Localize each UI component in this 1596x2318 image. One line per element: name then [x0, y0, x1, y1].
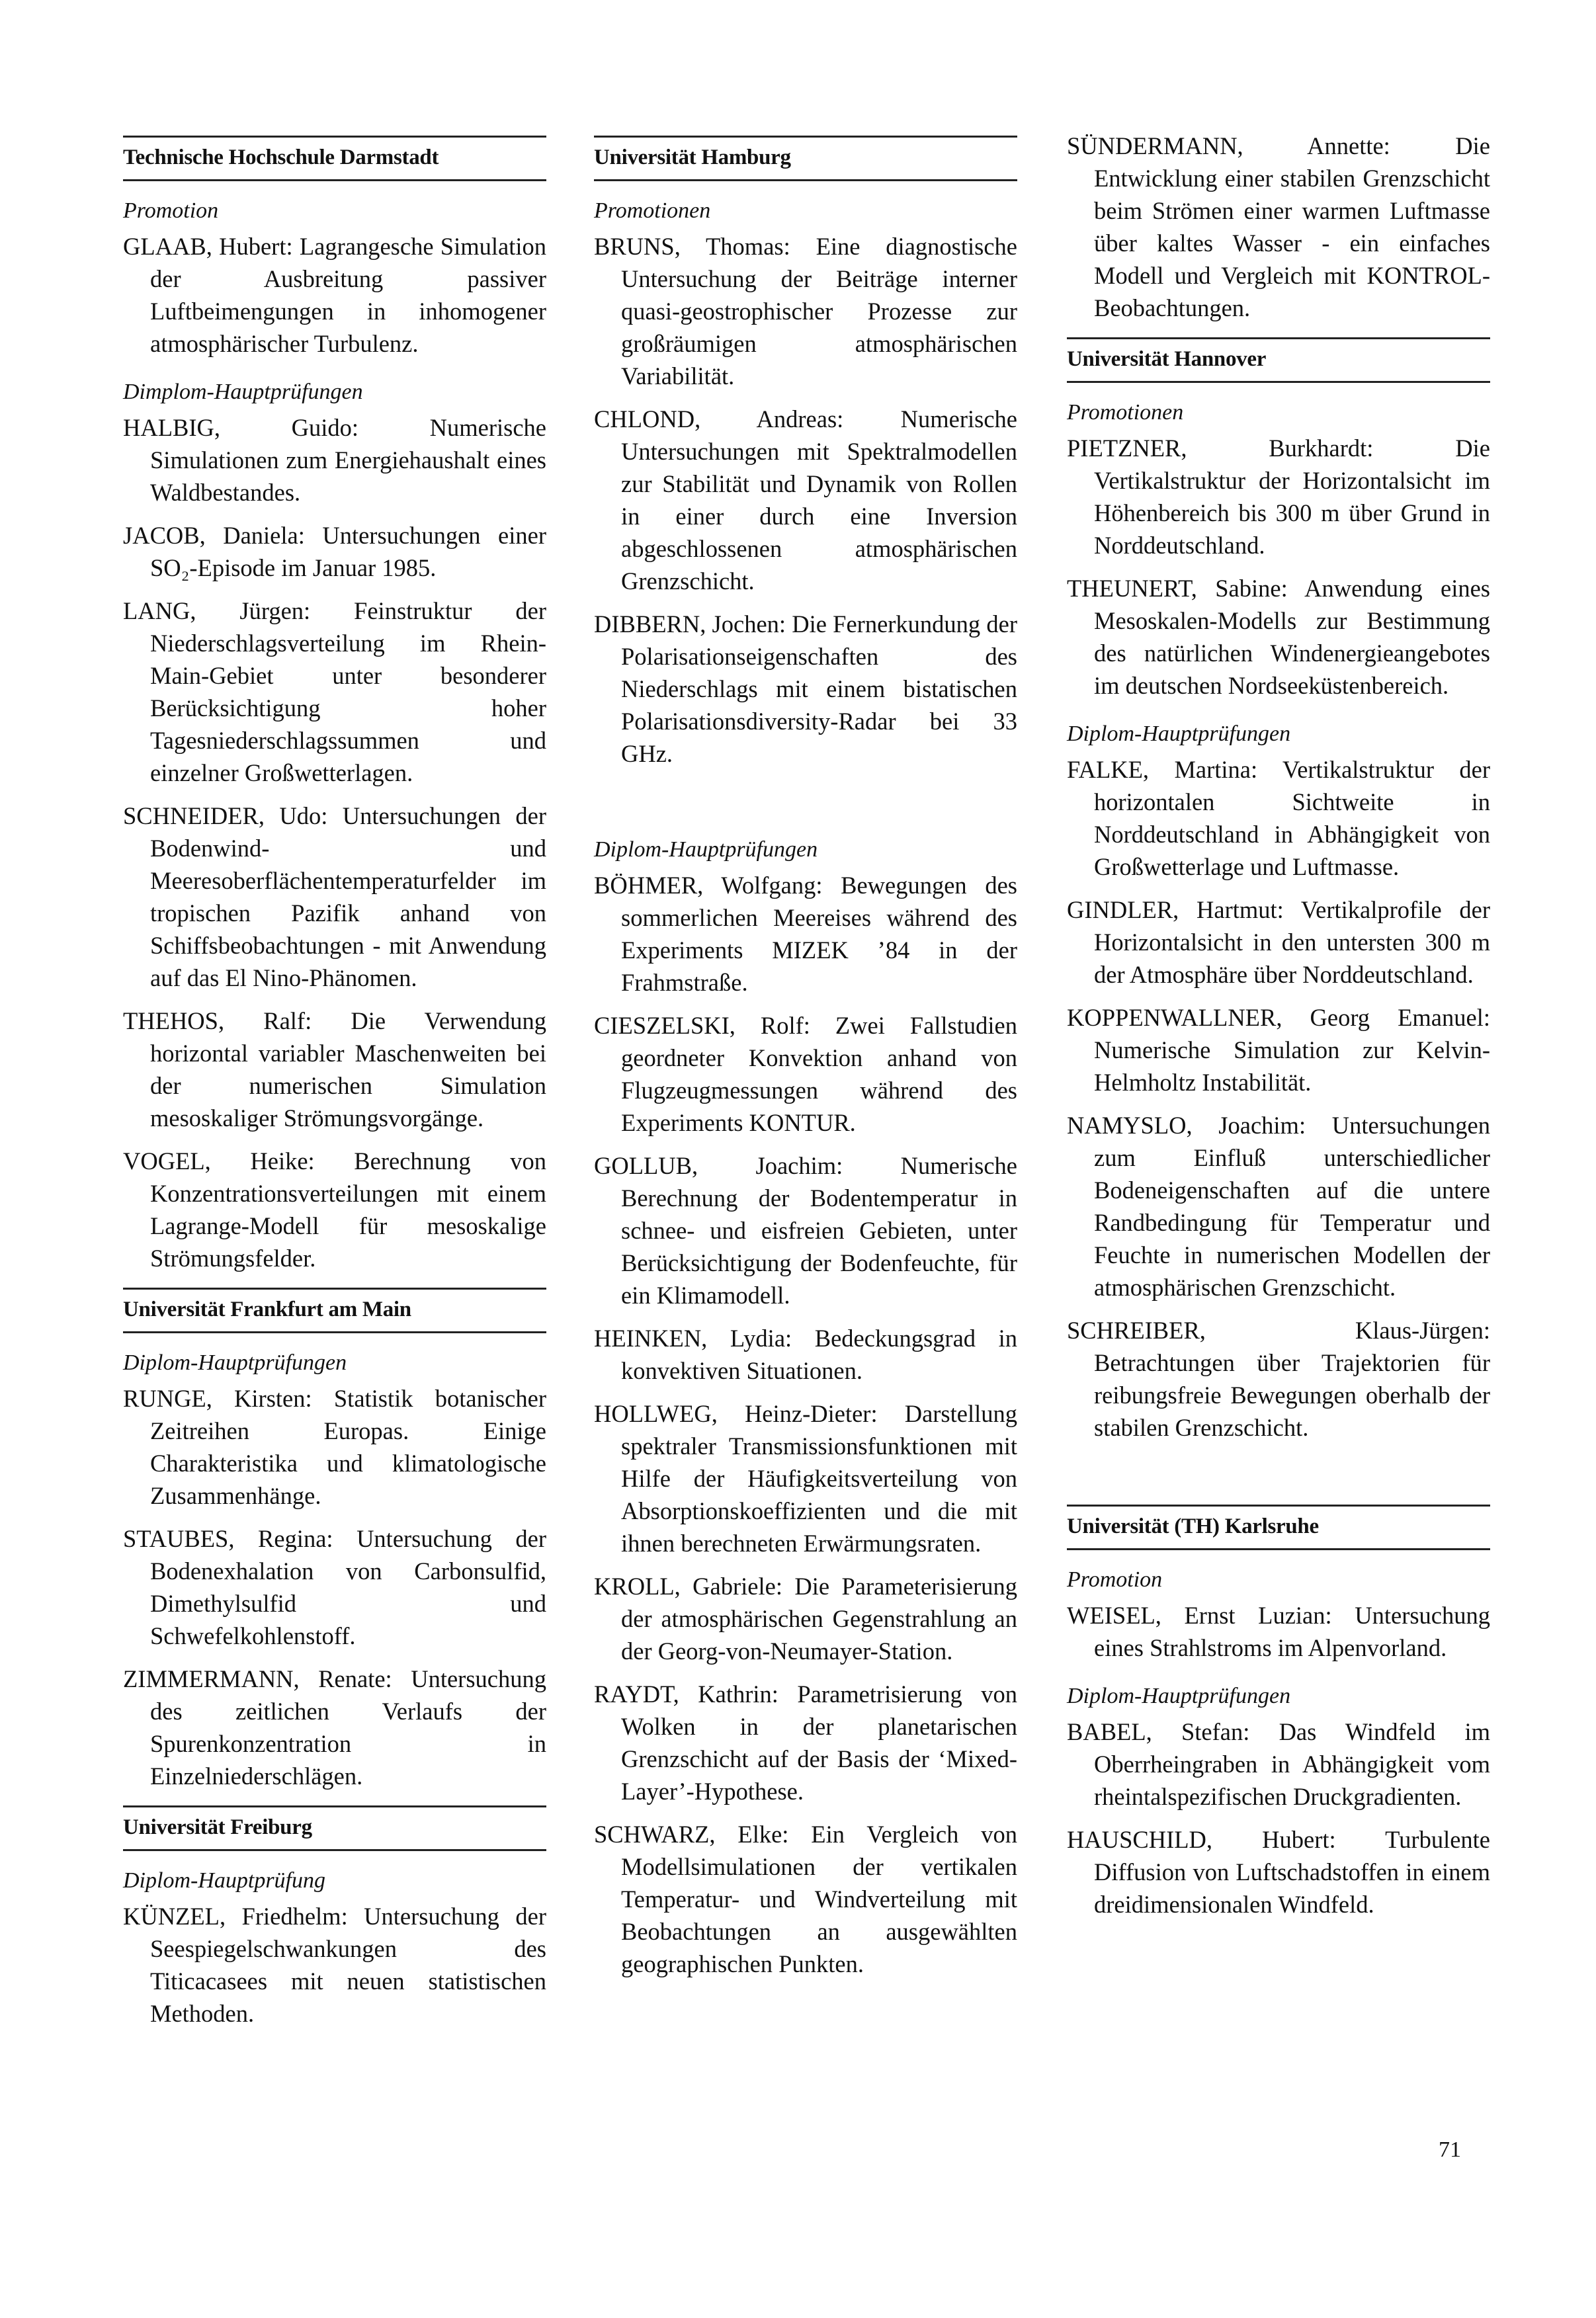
thesis-entry: NAMYSLO, Joachim: Untersuchungen zum Einfluß unterschiedlicher Bodeneigenschaften auf die untere Randbedingung für Temperatur und Feuchte in numerischen Modellen der atmosphärischen Grenzschicht.	[1067, 1112, 1490, 1301]
group-heading: Promotion	[123, 198, 219, 223]
column-left	[123, 136, 546, 2040]
institution-heading: Universität Freiburg	[123, 1805, 546, 1851]
thesis-entry: THEHOS, Ralf: Die Verwendung horizontal variabler Maschenweiten bei der numerischen Simulation mesoskaliger Strömungsvorgänge.	[123, 1007, 546, 1132]
thesis-entry: BABEL, Stefan: Das Windfeld im Oberrheingraben in Abhängigkeit vom rheintalspezifischen Druckgradienten.	[1067, 1718, 1490, 1810]
group-heading: Promotionen	[594, 198, 711, 223]
thesis-entry: RAYDT, Kathrin: Parametrisierung von Wolken in der planetarischen Grenzschicht auf der Basis der ‘Mixed-Layer’-Hypothese.	[594, 1680, 1017, 1805]
spacer	[1067, 1454, 1490, 1491]
thesis-entry: JACOB, Daniela: Untersuchungen einer SO₂-Episode im Januar 1985.	[123, 522, 546, 581]
thesis-entry: GLAAB, Hubert: Lagrangesche Simulation der Ausbreitung passiver Luftbeimengungen in inhomogener atmosphärischer Turbulenz.	[123, 233, 546, 357]
thesis-entry: WEISEL, Ernst Luzian: Untersuchung eines Strahlstroms im Alpenvorland.	[1067, 1602, 1490, 1661]
thesis-entry: KÜNZEL, Friedhelm: Untersuchung der Seespiegelschwankungen des Titicacasees mit neuen statistischen Methoden.	[123, 1903, 546, 2027]
section-freiburg	[123, 1805, 546, 2030]
institution-heading: Universität Hannover	[1067, 337, 1490, 383]
thesis-entry: BÖHMER, Wolfgang: Bewegungen des sommerlichen Meereises während des Experiments MIZEK ’84 in der Frahmstraße.	[594, 872, 1017, 996]
group-heading: Promotionen	[1067, 400, 1184, 425]
thesis-entry: KROLL, Gabriele: Die Parameterisierung der atmosphärischen Gegenstrahlung an der Georg-von-Neumayer-Station.	[594, 1573, 1017, 1665]
thesis-entry: FALKE, Martina: Vertikalstruktur der horizontalen Sichtweite in Norddeutschland in Abhängigkeit von Großwetterlage und Luftmasse.	[1067, 756, 1490, 880]
thesis-entry: HOLLWEG, Heinz-Dieter: Darstellung spektraler Transmissionsfunktionen mit Hilfe der Häufigkeitsverteilung von Absorptionskoeffizienten und die mit ihnen berechneten Erwärmungsraten.	[594, 1400, 1017, 1557]
thesis-entry: BRUNS, Thomas: Eine diagnostische Untersuchung der Beiträge interner quasi-geostrophischer Prozesse zur großräumigen atmosphärischen Variabilität.	[594, 233, 1017, 390]
thesis-entry: HEINKEN, Lydia: Bedeckungsgrad in konvektiven Situationen.	[594, 1325, 1017, 1384]
group-heading: Diplom-Hauptprüfung	[123, 1868, 325, 1893]
institution-heading: Universität Hamburg	[594, 136, 1017, 181]
thesis-entry: SCHWARZ, Elke: Ein Vergleich von Modellsimulationen der vertikalen Temperatur- und Windverteilung mit Beobachtungen an ausgewählten geographischen Punkten.	[594, 1821, 1017, 1977]
group-heading: Dimplom-Hauptprüfungen	[123, 380, 363, 404]
thesis-entry: GINDLER, Hartmut: Vertikalprofile der Horizontalsicht in den untersten 300 m der Atmosphäre über Norddeutschland.	[1067, 896, 1490, 988]
group-heading: Diplom-Hauptprüfungen	[1067, 1684, 1291, 1708]
section-hannover	[1067, 337, 1490, 1444]
page-number: 71	[1439, 2137, 1461, 2162]
group-heading: Promotion	[1067, 1567, 1163, 1592]
thesis-entry: DIBBERN, Jochen: Die Fernerkundung der Polarisationseigenschaften des Niederschlags mit einem bistatischen Polarisationsdiversity-Radar bei 33 GHz.	[594, 610, 1017, 767]
thesis-entry: CHLOND, Andreas: Numerische Untersuchungen mit Spektralmodellen zur Stabilität und Dynamik von Rollen in einer durch eine Inversion abgeschlossenen atmosphärischen Grenzschicht.	[594, 405, 1017, 595]
thesis-entry: KOPPENWALLNER, Georg Emanuel: Numerische Simulation zur Kelvin-Helmholtz Instabilität.	[1067, 1004, 1490, 1096]
section-frankfurt	[123, 1288, 546, 1792]
group-heading: Diplom-Hauptprüfungen	[123, 1350, 347, 1375]
institution-heading: Universität Frankfurt am Main	[123, 1288, 546, 1333]
thesis-entry: VOGEL, Heike: Berechnung von Konzentrationsverteilungen mit einem Lagrange-Modell für mesoskalige Strömungsfelder.	[123, 1147, 546, 1272]
spacer	[594, 780, 1017, 817]
institution-heading: Universität (TH) Karlsruhe	[1067, 1505, 1490, 1550]
thesis-entry: GOLLUB, Joachim: Numerische Berechnung der Bodentemperatur in schnee- und eisfreien Gebieten, unter Berücksichtigung der Bodenfeuchte, für ein Klimamodell.	[594, 1152, 1017, 1309]
group-heading: Diplom-Hauptprüfungen	[1067, 722, 1291, 746]
thesis-entry: SÜNDERMANN, Annette: Die Entwicklung einer stabilen Grenzschicht beim Strömen einer warmen Luftmasse über kaltes Wasser - ein einfaches Modell und Vergleich mit KONTROL-Beobachtungen.	[1067, 132, 1490, 321]
thesis-entry: STAUBES, Regina: Untersuchung der Bodenexhalation von Carbonsulfid, Dimethylsulfid und Schwefelkohlenstoff.	[123, 1525, 546, 1649]
section-karlsruhe	[1067, 1505, 1490, 1921]
thesis-entry: SCHREIBER, Klaus-Jürgen: Betrachtungen über Trajektorien für reibungsfreie Bewegungen oberhalb der stabilen Grenzschicht.	[1067, 1317, 1490, 1441]
thesis-entry: PIETZNER, Burkhardt: Die Vertikalstruktur der Horizontalsicht im Höhenbereich bis 300 m über Grund in Norddeutschland.	[1067, 435, 1490, 559]
thesis-entry: ZIMMERMANN, Renate: Untersuchung des zeitlichen Verlaufs der Spurenkonzentration in Einzelniederschlägen.	[123, 1665, 546, 1790]
column-right	[1067, 130, 1490, 1931]
section-hamburg	[594, 136, 1017, 1980]
section-th-darmstadt	[123, 136, 546, 1274]
thesis-entry: RUNGE, Kirsten: Statistik botanischer Zeitreihen Europas. Einige Charakteristika und klimatologische Zusammenhänge.	[123, 1385, 546, 1509]
thesis-entry: LANG, Jürgen: Feinstruktur der Niederschlagsverteilung im Rhein-Main-Gebiet unter besonderer Berücksichtigung hoher Tagesniederschlagssummen und einzelner Großwetterlagen.	[123, 597, 546, 786]
thesis-entry: SCHNEIDER, Udo: Untersuchungen der Bodenwind- und Meeresoberflächentemperaturfelder im tropischen Pazifik anhand von Schiffsbeobachtungen - mit Anwendung auf das El Nino-Phänomen.	[123, 802, 546, 991]
column-middle	[594, 136, 1017, 1991]
thesis-entry: HALBIG, Guido: Numerische Simulationen zum Energiehaushalt eines Waldbestandes.	[123, 414, 546, 506]
thesis-entry: THEUNERT, Sabine: Anwendung eines Mesoskalen-Modells zur Bestimmung des natürlichen Windenergieangebotes im deutschen Nordseeküstenbereich.	[1067, 575, 1490, 699]
institution-heading: Technische Hochschule Darmstadt	[123, 136, 546, 181]
group-heading: Diplom-Hauptprüfungen	[594, 837, 818, 862]
thesis-entry: HAUSCHILD, Hubert: Turbulente Diffusion von Luftschadstoffen in einem dreidimensionalen Windfeld.	[1067, 1826, 1490, 1918]
thesis-entry: CIESZELSKI, Rolf: Zwei Fallstudien geordneter Konvektion anhand von Flugzeugmessungen während des Experiments KONTUR.	[594, 1012, 1017, 1136]
